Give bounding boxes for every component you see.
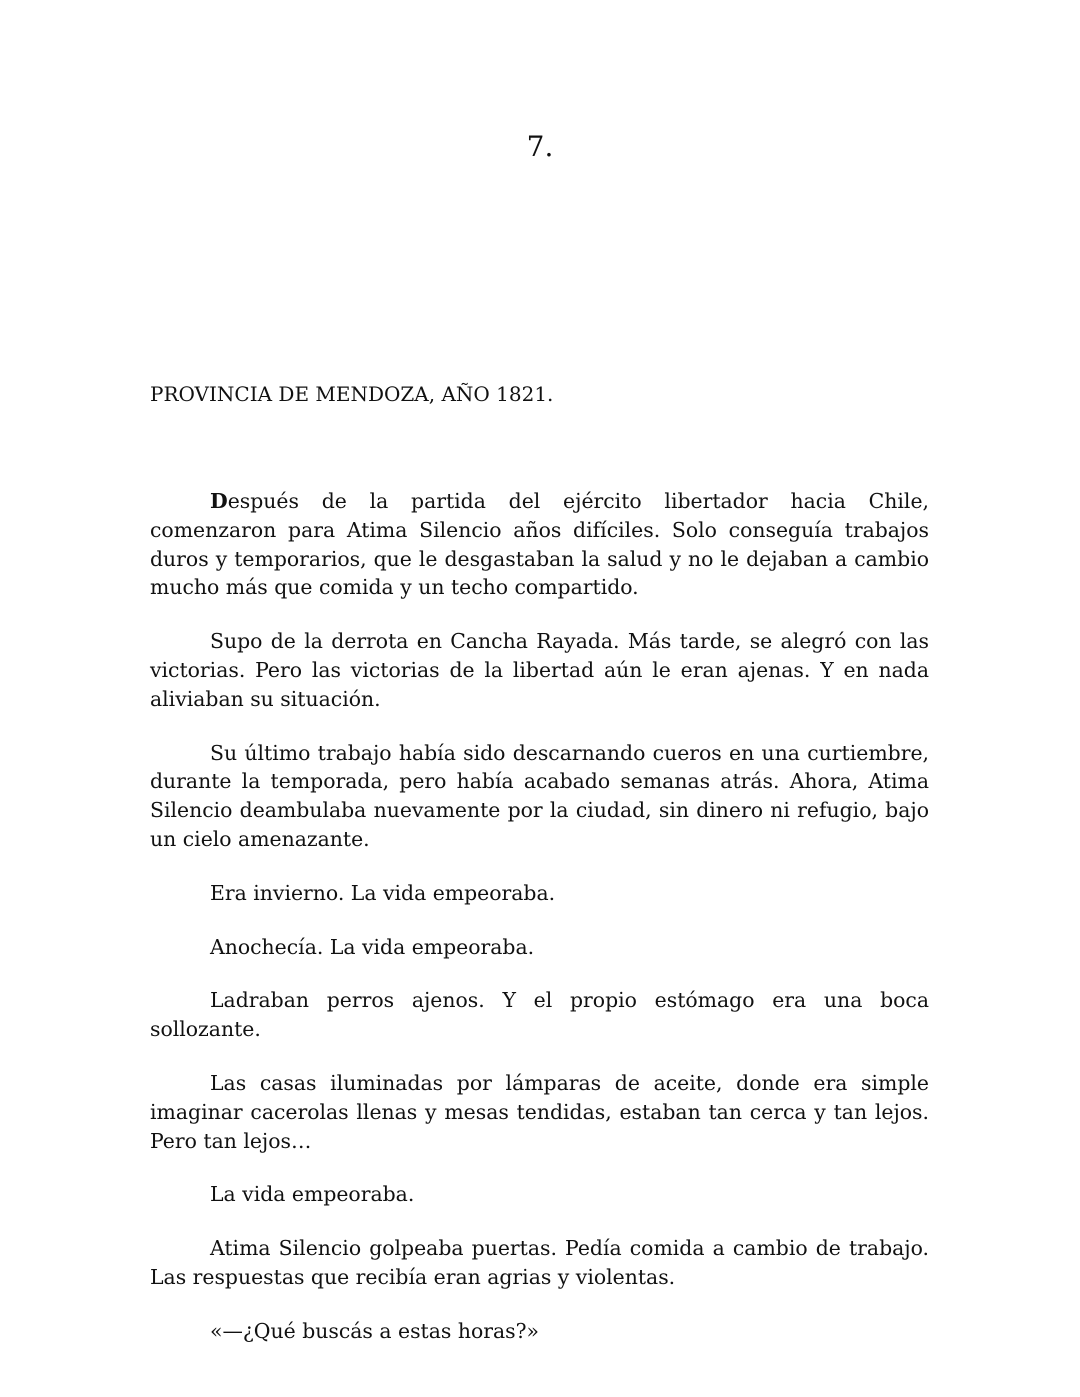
paragraph-1 [150, 487, 929, 602]
paragraph-5: Anochecía. La vida empeoraba. [210, 934, 535, 959]
paragraph-9: Atima Silencio golpeaba puertas. Pedía comida a cambio de trabajo. Las respuestas que recibía eran agrias y violentas. [150, 1236, 929, 1289]
paragraph-3: Su último trabajo había sido descarnando cueros en una curtiembre, durante la temporada, pero había acabado semanas atrás. Ahora, Atima Silencio deambulaba nuevamente por la ciudad, sin dinero ni refugio, bajo un cielo amenazante. [150, 740, 929, 851]
paragraph-1-text: espués de la partida del ejército libertador hacia Chile, comenzaron para Atima Silencio años difíciles. Solo conseguía trabajos duros y temporarios, que le desgastaban la salud y no le dejaban a cambio mucho más que comida y un techo compartido. [150, 489, 929, 600]
paragraph-8: La vida empeoraba. [210, 1182, 415, 1207]
location-heading: PROVINCIA DE MENDOZA, AÑO 1821. [150, 382, 554, 406]
paragraph-7: Las casas iluminadas por lámparas de aceite, donde era simple imaginar cacerolas llenas y mesas tendidas, estaban tan cerca y tan lejos. Pero tan lejos… [150, 1070, 929, 1153]
chapter-body [150, 487, 929, 1371]
paragraph-4: Era invierno. La vida empeoraba. [210, 880, 556, 905]
initial-letter: D [210, 489, 228, 513]
paragraph-2: Supo de la derrota en Cancha Rayada. Más tarde, se alegró con las victorias. Pero las victorias de la libertad aún le eran ajenas. Y en nada aliviaban su situación. [150, 629, 929, 711]
chapter-number: 7. [526, 130, 554, 163]
paragraph-10: «—¿Qué buscás a estas horas?» [210, 1318, 540, 1343]
paragraph-6: Ladraban perros ajenos. Y el propio estómago era una boca sollozante. [150, 988, 929, 1042]
